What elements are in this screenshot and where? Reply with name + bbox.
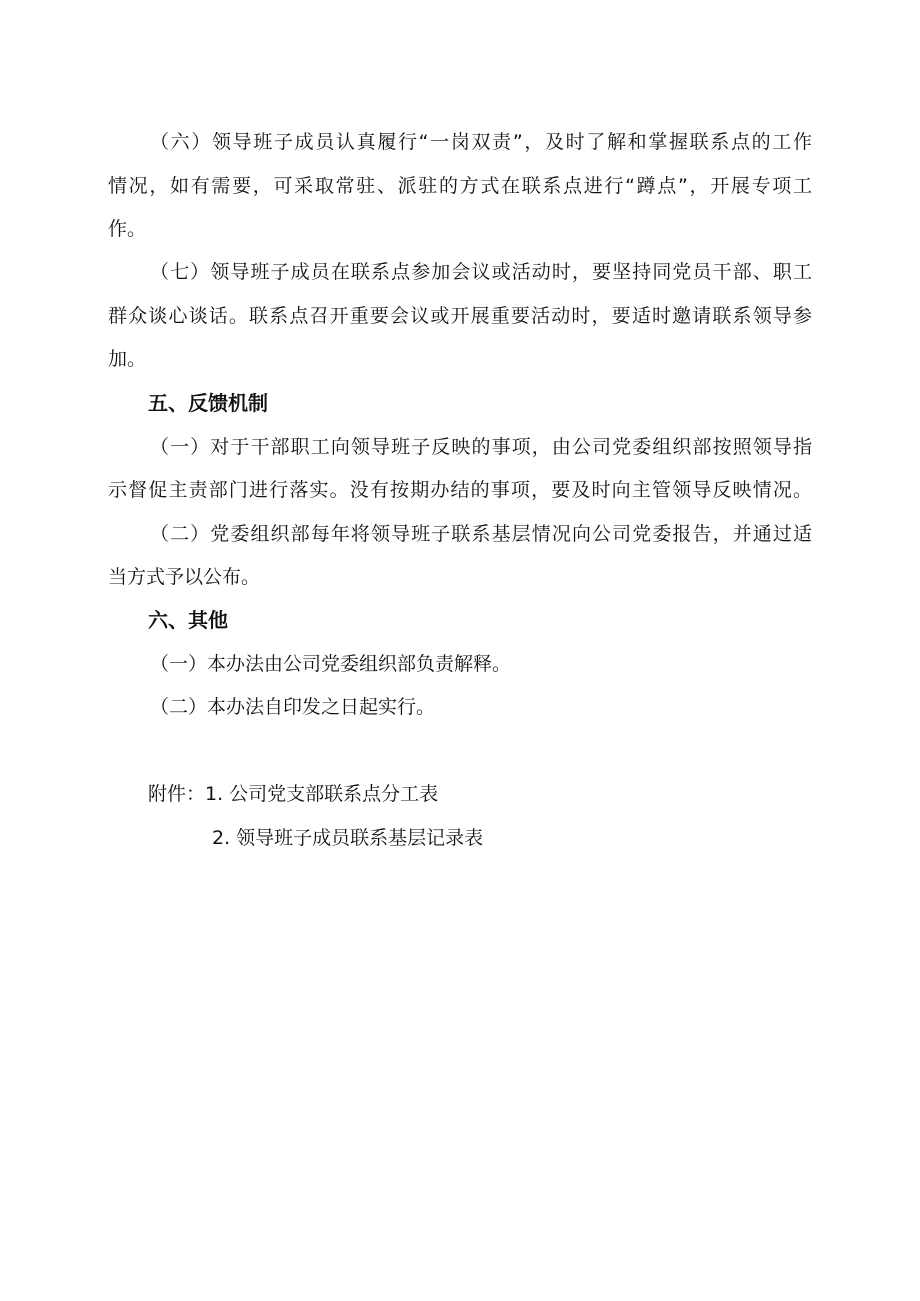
other-item2: （二）本办法自印发之日起实行。	[150, 696, 436, 718]
feedback-heading: 五、反馈机制	[148, 391, 268, 415]
item7-line1: （七）领导班子成员在联系点参加会议或活动时，要坚持同党员干部、职工	[150, 261, 812, 283]
other-heading: 六、其他	[148, 608, 228, 632]
feedback-item1-line2: 示督促主责部门进行落实。没有按期办结的事项，要及时向主管领导反映情况。	[108, 479, 812, 501]
attachment-item-2: 2. 领导班子成员联系基层记录表	[212, 827, 484, 849]
item6-line1: （六）领导班子成员认真履行“一岗双责”，及时了解和掌握联系点的工作	[150, 131, 812, 153]
item7-line2: 群众谈心谈话。联系点召开重要会议或开展重要活动时，要适时邀请联系领导参	[108, 305, 812, 327]
item6-line2: 情况，如有需要，可采取常驻、派驻的方式在联系点进行“蹲点”，开展专项工	[108, 175, 812, 197]
item7-line3: 加。	[108, 348, 147, 370]
feedback-item2-line1: （二）党委组织部每年将领导班子联系基层情况向公司党委报告，并通过适	[150, 523, 812, 545]
attachment-item-1: 1. 公司党支部联系点分工表	[205, 783, 439, 805]
feedback-item1-line1: （一）对于干部职工向领导班子反映的事项，由公司党委组织部按照领导指	[150, 436, 812, 458]
other-item1: （一）本办法由公司党委组织部负责解释。	[150, 653, 512, 675]
item6-line3: 作。	[108, 218, 147, 240]
attachments-label: 附件：	[148, 783, 206, 805]
feedback-item2-line2: 当方式予以公布。	[108, 566, 261, 588]
